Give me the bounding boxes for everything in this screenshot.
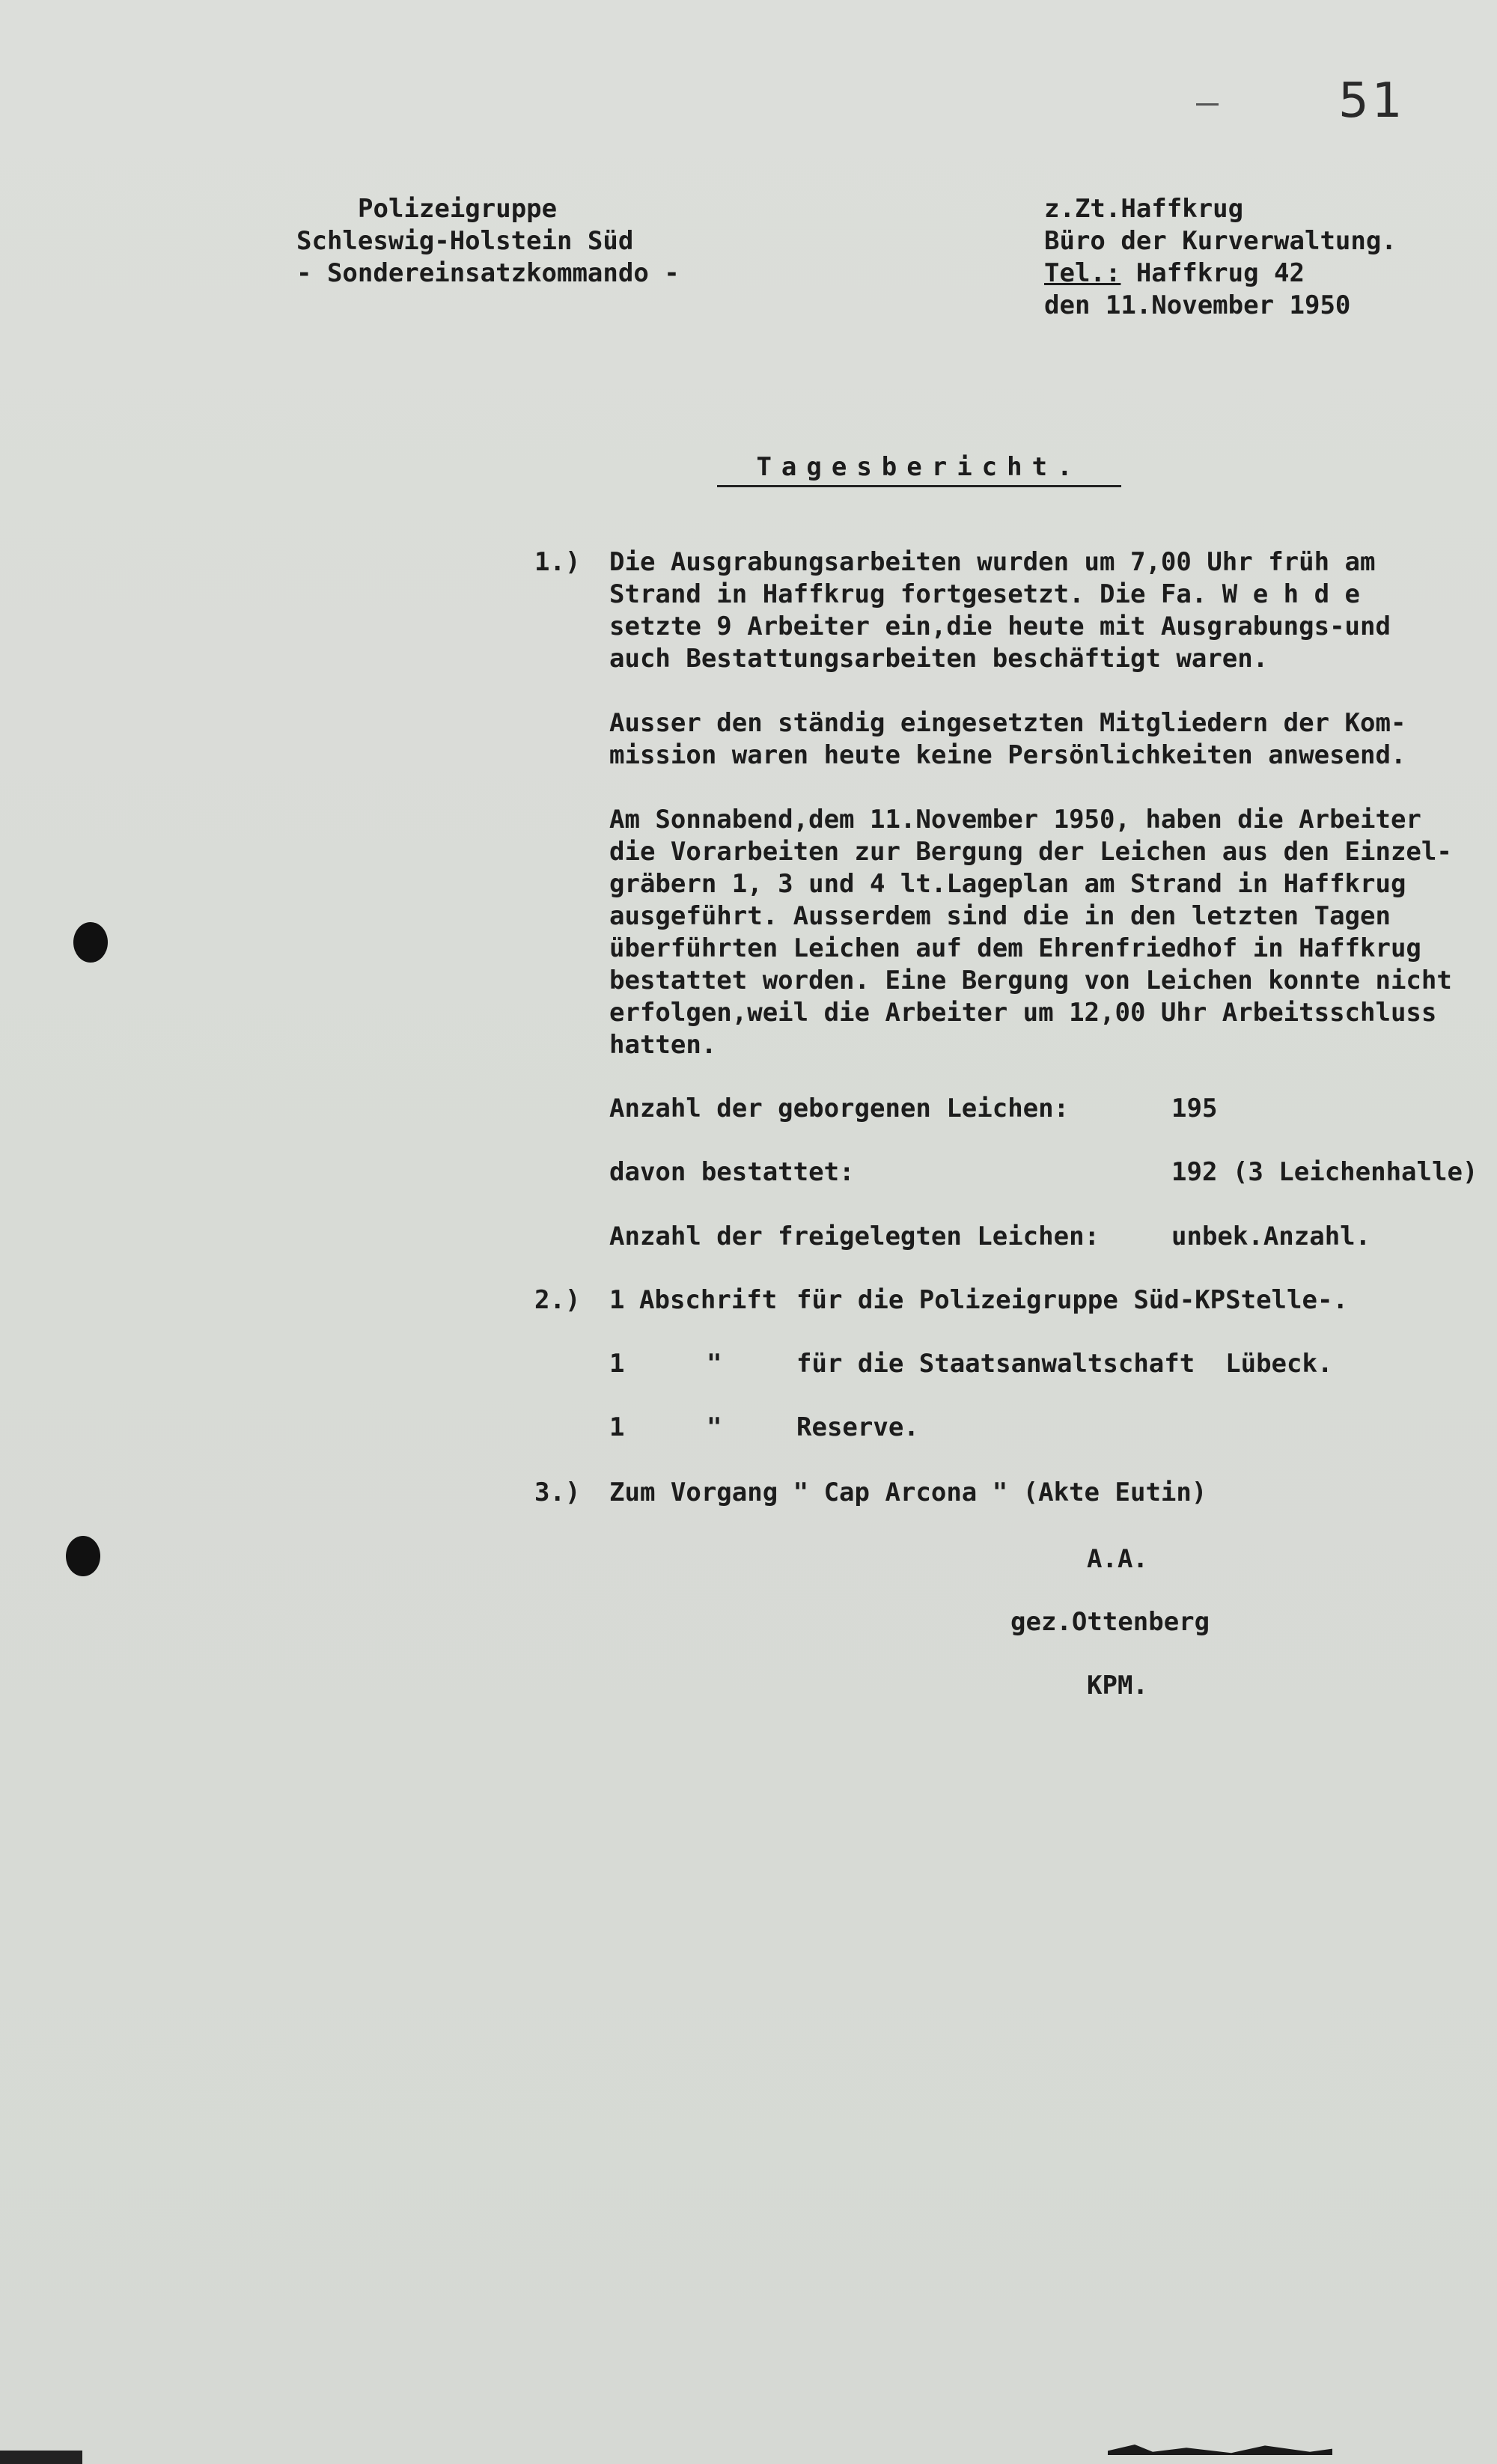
section-1-p3-line-1: Am Sonnabend,dem 11.November 1950, haben die Arbeiter xyxy=(609,805,1421,835)
stat-label-recovered: Anzahl der geborgenen Leichen: xyxy=(609,1094,1070,1123)
copy-2-count: 1 xyxy=(609,1349,625,1379)
signature-rank: KPM. xyxy=(1087,1671,1148,1701)
section-1-p3-line-6: bestattet worden. Eine Bergung von Leichen konnte nicht xyxy=(609,966,1452,995)
section-1-p3-line-7: erfolgen,weil die Arbeiter um 12,00 Uhr Arbeitsschluss xyxy=(609,998,1437,1028)
section-2-number: 2.) xyxy=(534,1285,581,1315)
scan-edge-mark xyxy=(1108,2445,1332,2455)
page-number: 51 xyxy=(1338,73,1406,129)
sender-line-1: Polizeigruppe xyxy=(358,194,558,224)
signature-name: gez.Ottenberg xyxy=(1010,1607,1210,1637)
stat-label-exposed: Anzahl der freigelegten Leichen: xyxy=(609,1222,1100,1251)
copy-1-text: für die Polizeigruppe Süd-KPStelle-. xyxy=(796,1285,1348,1315)
tel-label: Tel.: xyxy=(1044,258,1121,288)
section-1-p3-line-8: hatten. xyxy=(609,1030,717,1060)
signature-aa: A.A. xyxy=(1087,1544,1148,1574)
location-tel xyxy=(1044,257,1305,290)
copy-1-count: 1 xyxy=(609,1285,625,1315)
location-date: den 11.November 1950 xyxy=(1044,290,1351,320)
section-1-p2-line-1: Ausser den ständig eingesetzten Mitgliedern der Kom- xyxy=(609,708,1406,738)
location-line-1: z.Zt.Haffkrug xyxy=(1044,194,1244,224)
copy-3-ditto: " xyxy=(707,1412,722,1442)
copy-2-text: für die Staatsanwaltschaft Lübeck. xyxy=(796,1349,1333,1379)
section-3-number: 3.) xyxy=(534,1478,581,1507)
copy-3-count: 1 xyxy=(609,1412,625,1442)
copy-2-ditto: " xyxy=(707,1349,722,1379)
copy-3-text: Reserve. xyxy=(796,1412,919,1442)
sender-line-2: Schleswig-Holstein Süd xyxy=(296,226,634,256)
sender-line-3: - Sondereinsatzkommando - xyxy=(296,258,680,288)
page-mark xyxy=(1196,103,1219,106)
section-1-p1-line-2: Strand in Haffkrug fortgesetzt. Die Fa. W e h d e xyxy=(609,579,1361,609)
report-title: Tagesbericht. xyxy=(717,452,1121,487)
section-1-p3-line-5: überführten Leichen auf dem Ehrenfriedhof in Haffkrug xyxy=(609,933,1421,963)
stat-label-buried: davon bestattet: xyxy=(609,1157,855,1187)
stat-value-buried: 192 (3 Leichenhalle) xyxy=(1171,1157,1478,1187)
stat-value-exposed: unbek.Anzahl. xyxy=(1171,1222,1371,1251)
location-line-2: Büro der Kurverwaltung. xyxy=(1044,226,1397,256)
section-1-p1-line-1: Die Ausgrabungsarbeiten wurden um 7,00 Uhr früh am xyxy=(609,547,1376,577)
tel-value: Haffkrug 42 xyxy=(1121,258,1305,288)
section-1-number: 1.) xyxy=(534,547,581,577)
section-1-p3-line-2: die Vorarbeiten zur Bergung der Leichen aus den Einzel- xyxy=(609,837,1452,867)
section-1-p1-line-3: setzte 9 Arbeiter ein,die heute mit Ausgrabungs-und xyxy=(609,612,1391,641)
section-1-p2-line-2: mission waren heute keine Persönlichkeiten anwesend. xyxy=(609,740,1406,770)
scan-edge-left xyxy=(0,2451,82,2464)
section-1-p3-line-4: ausgeführt. Ausserdem sind die in den letzten Tagen xyxy=(609,901,1391,931)
copy-1-ditto: Abschrift xyxy=(639,1285,778,1315)
section-1-p1-line-4: auch Bestattungsarbeiten beschäftigt waren. xyxy=(609,644,1269,674)
stat-value-recovered: 195 xyxy=(1171,1094,1218,1123)
section-3-text: Zum Vorgang " Cap Arcona " (Akte Eutin) xyxy=(609,1478,1207,1507)
section-1-p3-line-3: gräbern 1, 3 und 4 lt.Lageplan am Strand in Haffkrug xyxy=(609,869,1406,899)
punch-hole-top xyxy=(73,922,108,963)
punch-hole-bottom xyxy=(66,1536,100,1576)
